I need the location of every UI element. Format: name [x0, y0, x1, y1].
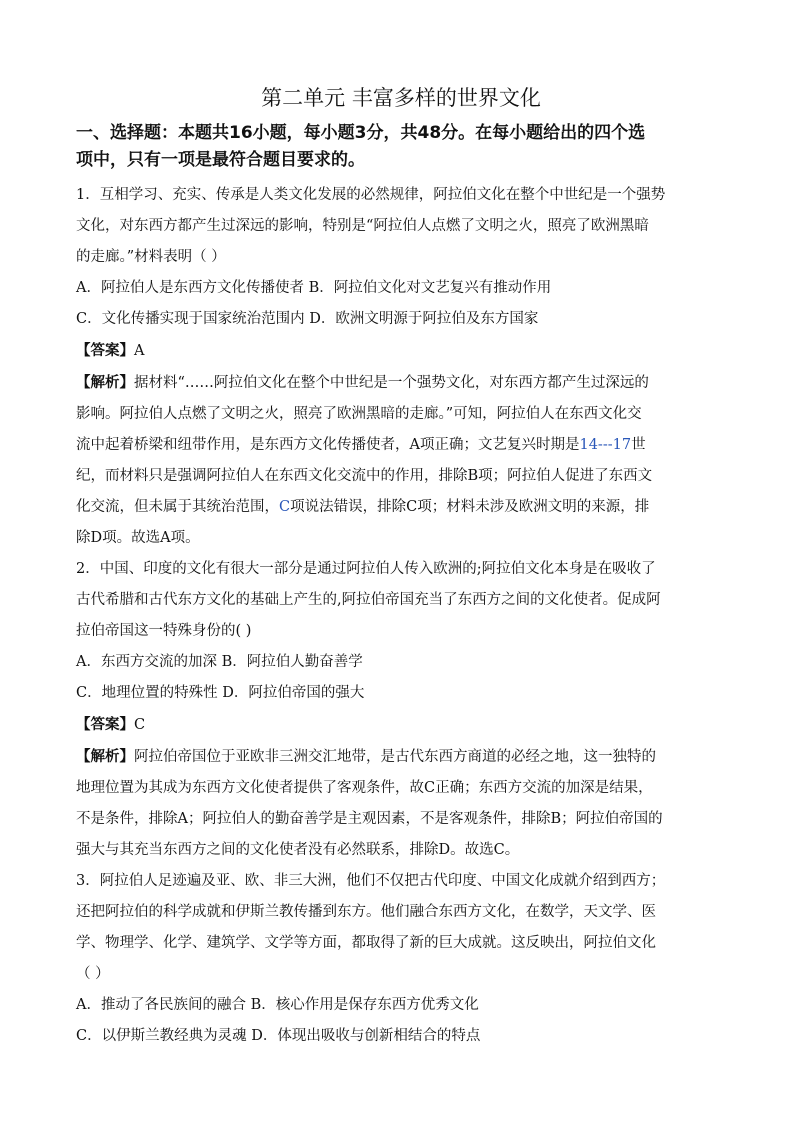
analysis-line: 不是条件，排除A；阿拉伯人的勤奋善学是主观因素，不是客观条件，排除B；阿拉伯帝国的: [76, 811, 663, 827]
answer-line: [76, 709, 726, 741]
question-stem-line: 学、物理学、化学、建筑学、文学等方面，都取得了新的巨大成就。这反映出，阿拉伯文化: [76, 935, 656, 951]
question-stem-line: 古代希腊和古代东方文化的基础上产生的,阿拉伯帝国充当了东西方之间的文化使者。促成阿: [76, 592, 661, 608]
analysis-line: [76, 492, 726, 523]
answer-line: [76, 335, 726, 367]
analysis-line: [76, 741, 726, 773]
question-stem-line: （ ）: [76, 966, 110, 982]
analysis-option-ref: C: [279, 499, 291, 515]
analysis-tag: 【解析】: [76, 748, 134, 765]
analysis-text: 项说法错误，排除C项；材料未涉及欧洲文明的来源，排: [290, 499, 650, 515]
question-stem-line: 拉伯帝国这一特殊身份的( ): [76, 623, 252, 639]
option-line: C．文化传播实现于国家统治范围内 D．欧洲文明源于阿拉伯及东方国家: [76, 311, 539, 327]
answer-value: C: [134, 717, 146, 733]
analysis-text: 流中起着桥梁和纽带作用，是东西方文化传播使者，A项正确；文艺复兴时期是: [76, 437, 580, 453]
analysis-line: [76, 430, 726, 461]
analysis-text: 阿拉伯帝国位于亚欧非三洲交汇地带，是古代东西方商道的必经之地，这一独特的: [134, 749, 656, 765]
analysis-tag: 【解析】: [76, 374, 134, 391]
analysis-line: [76, 367, 726, 399]
analysis-line: 地理位置为其成为东西方文化使者提供了客观条件，故C正确；东西方交流的加深是结果，: [76, 780, 653, 796]
answer-tag: 【答案】: [76, 342, 134, 359]
section-heading: [76, 120, 726, 174]
analysis-line: 除D项。故选A项。: [76, 530, 200, 546]
option-line: A．阿拉伯人是东西方文化传播使者 B．阿拉伯文化对文艺复兴有推动作用: [76, 280, 552, 296]
question-1: [76, 180, 726, 554]
analysis-year-range: 14---17: [579, 437, 632, 453]
question-stem-line: 的走廊。”材料表明（ ）: [76, 249, 226, 265]
question-stem-line: 文化，对东西方都产生过深远的影响，特别是“阿拉伯人点燃了文明之火，照亮了欧洲黑暗: [76, 218, 649, 234]
question-stem-line: 3．阿拉伯人足迹遍及亚、欧、非三大洲，他们不仅把古代印度、中国文化成就介绍到西方；: [76, 873, 666, 889]
answer-value: A: [134, 343, 145, 359]
analysis-text: 世: [631, 437, 646, 453]
section-heading-line: 一、选择题：本题共16小题，每小题3分，共48分。在每小题给出的四个选: [76, 123, 646, 143]
question-stem-line: 还把阿拉伯的科学成就和伊斯兰教传播到东方。他们融合东西方文化，在数学，天文学、医: [76, 904, 656, 920]
answer-tag: 【答案】: [76, 716, 134, 733]
analysis-line: 纪，而材料只是强调阿拉伯人在东西文化交流中的作用，排除B项；阿拉伯人促进了东西文: [76, 468, 653, 484]
option-line: C．地理位置的特殊性 D．阿拉伯帝国的强大: [76, 685, 365, 701]
analysis-line: 影响。阿拉伯人点燃了文明之火，照亮了欧洲黑暗的走廊。”可知，阿拉伯人在东西文化交: [76, 406, 642, 422]
analysis-text: 据材料“……阿拉伯文化在整个中世纪是一个强势文化，对东西方都产生过深远的: [134, 375, 649, 391]
option-line: A．推动了各民族间的融合 B．核心作用是保存东西方优秀文化: [76, 997, 479, 1013]
analysis-line: 强大与其充当东西方之间的文化使者没有必然联系，排除D。故选C。: [76, 842, 520, 858]
option-line: A．东西方交流的加深 B．阿拉伯人勤奋善学: [76, 654, 363, 670]
question-stem-line: 2．中国、印度的文化有很大一部分是通过阿拉伯人传入欧洲的;阿拉伯文化本身是在吸收了: [76, 561, 656, 577]
question-3: [76, 866, 726, 1052]
question-2: [76, 554, 726, 866]
analysis-text: 化交流，但未属于其统治范围，: [76, 499, 279, 515]
section-heading-line: 项中，只有一项是最符合题目要求的。: [76, 150, 365, 170]
option-line: C．以伊斯兰教经典为灵魂 D．体现出吸收与创新相结合的特点: [76, 1028, 481, 1044]
page-title: 第二单元 丰富多样的世界文化: [261, 86, 541, 110]
question-stem-line: 1．互相学习、充实、传承是人类文化发展的必然规律，阿拉伯文化在整个中世纪是一个强势: [76, 187, 666, 203]
